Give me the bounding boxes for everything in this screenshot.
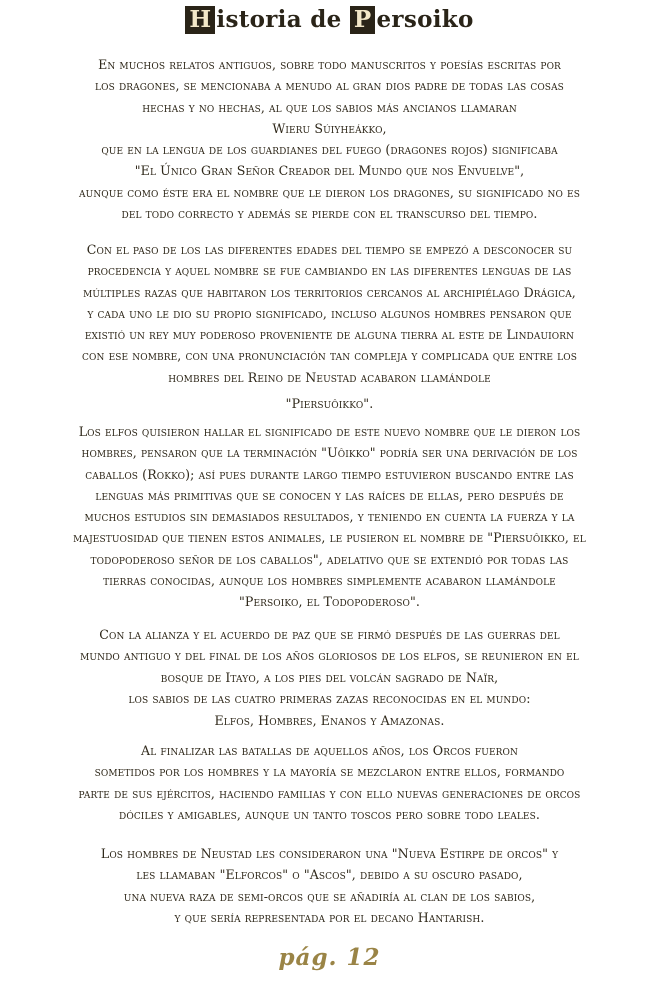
text-line: los sabios de las cuatro primeras zazas reconocidas en el mundo: [128,690,531,706]
text-line: En muchos relatos antiguos, sobre todo manuscritos y poesías escritas por [98,57,561,72]
title-initial-h: H [185,6,215,34]
text-line: una nueva raza de semi-orcos que se añadiría al clan de los sabios, [123,888,536,904]
text-line: Con la alianza y el acuerdo de paz que se firmó después de las guerras del [99,627,560,642]
text-line: procedencia y aquel nombre se fue cambiando en las diferentes lenguas de las [87,263,572,279]
text-line: con ese nombre, con una pronunciación tan compleja y complicada que entre los [82,348,577,364]
paragraph-4 [10,421,649,613]
text-line: "Persoiko, el Todopoderoso". [238,594,420,610]
title-text-1: istoria de [216,6,350,33]
paragraph-1 [10,54,649,224]
text-line: Al finalizar las batallas de aquellos años, los Orcos fueron [141,743,518,758]
title-text-2: ersoiko [376,6,474,33]
page-title [0,6,659,34]
text-line: múltiples razas que habitaron los territorios cercanos al archipiélago Drágica, [83,284,576,300]
text-line: hechas y no hechas, al que los sabios más ancianos llamaran [142,99,517,115]
text-line: bosque de Itayo, a los pies del volcán sagrado de Naïr, [160,669,499,685]
paragraph-2 [10,239,649,388]
text-line: "El Único Gran Señor Creador del Mundo que nos Envuelve", [134,163,525,179]
text-line: y que sería representada por el decano Hantarish. [174,909,485,925]
text-line: Elfos, Hombres, Enanos y Amazonas. [214,713,445,728]
paragraph-3 [10,393,649,414]
paragraph-races [10,710,649,731]
text-line: sometidos por los hombres y la mayoría se mezclaron entre ellos, formando [94,764,565,780]
text-line: existió un rey muy poderoso proveniente de alguna tierra al este de Lindauiorn [84,327,575,343]
text-line: y cada uno le dio su propio significado, incluso algunos hombres pensaron que [87,305,572,321]
text-line: hombres, pensaron que la terminación "Uôikko" podría ser una derivación de los [81,445,578,461]
text-line: Los hombres de Neustad les consideraron una "Nueva Estirpe de orcos" y [100,846,559,861]
paragraph-5 [10,624,649,709]
text-line: del todo correcto y además se pierde con el transcurso del tiempo. [121,206,538,222]
text-line: todopoderoso señor de los caballos", adelativo que se extendió por todas las [90,551,569,567]
text-line: lenguas más primitivas que se conocen y las raíces de ellas, pero después de [95,487,564,503]
text-line: caballos (Rokko); así pues durante largo tiempo estuvieron buscando entre las [85,466,574,482]
text-line: los dragones, se mencionaba a menudo al gran dios padre de todas las cosas [95,78,564,94]
paragraph-8 [10,843,649,928]
title-initial-p: P [350,6,376,34]
text-line: hombres del Reino de Neustad acabaron llamándole [168,369,491,385]
text-line: que en la lengua de los guardianes del fuego (dragones rojos) significaba [101,142,558,158]
text-line: mundo antiguo y del final de los años gloriosos de los elfos, se reunieron en el [80,648,579,664]
text-line: dóciles y amigables, aunque un tanto toscos pero sobre todo leales. [119,806,540,822]
text-line: Los elfos quisieron hallar el significado de este nuevo nombre que le dieron los [78,424,581,439]
text-line: parte de sus ejércitos, haciendo familias y con ello nuevas generaciones de orcos [78,785,581,801]
text-line: Con el paso de los las diferentes edades del tiempo se empezó a desconocer su [86,242,573,257]
text-line: les llamaban "Elforcos" o "Ascos", debido a su oscuro pasado, [136,867,523,883]
page-number: pág. 12 [278,944,381,971]
text-line: majestuosidad que tienen estos animales, le pusieron el nombre de "Piersuôikko, el [73,530,586,546]
text-line: muchos estudios sin demasiados resultados, y teniendo en cuenta la fuerza y la [84,509,575,525]
text-line: tierras conocidas, aunque los hombres simplemente acabaron llamándole [103,573,556,589]
paragraph-7 [10,740,649,825]
text-line: aunque como éste era el nombre que le dieron los dragones, su significado no es [79,184,580,200]
text-line: Wieru Súiyheákko, [272,120,387,136]
text-line: "Piersuôikko". [285,396,374,411]
